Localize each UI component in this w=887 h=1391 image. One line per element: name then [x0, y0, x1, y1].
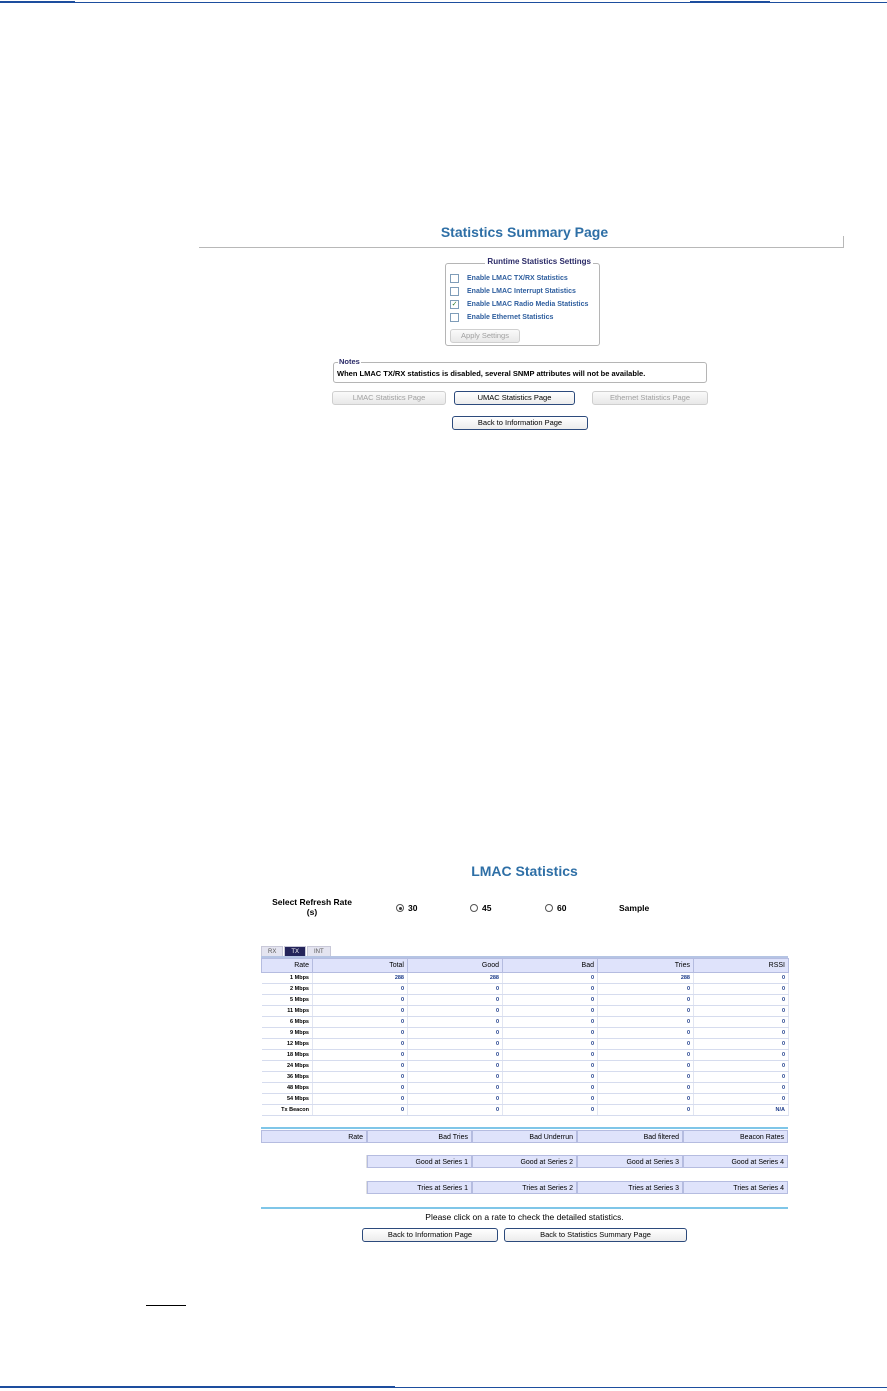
option-lmac-interrupt[interactable]	[450, 286, 576, 297]
value-cell: 0	[408, 1039, 503, 1050]
rate-cell[interactable]: 24 Mbps	[262, 1061, 313, 1072]
radio-label: 45	[482, 903, 492, 913]
detail-header: Rate	[261, 1130, 367, 1143]
umac-statistics-button[interactable]: UMAC Statistics Page	[454, 391, 575, 405]
value-cell: 0	[313, 1061, 408, 1072]
value-cell: 0	[694, 995, 789, 1006]
good-series-row	[261, 1155, 788, 1169]
value-cell: 0	[694, 1006, 789, 1017]
value-cell: 0	[598, 984, 694, 995]
value-cell: 0	[503, 1028, 598, 1039]
value-cell: 0	[408, 984, 503, 995]
value-cell: 0	[503, 1017, 598, 1028]
tries-series-row	[261, 1181, 788, 1195]
value-cell: 288	[598, 973, 694, 984]
footer-rule-accent	[0, 1386, 395, 1388]
value-cell: 0	[694, 1050, 789, 1061]
rate-cell[interactable]: 1 Mbps	[262, 973, 313, 984]
value-cell: 0	[694, 1017, 789, 1028]
table-row[interactable]	[262, 1017, 789, 1028]
column-header: Tries	[598, 959, 694, 973]
value-cell: 0	[694, 1061, 789, 1072]
value-cell: 0	[598, 1050, 694, 1061]
option-lmac-txrx[interactable]	[450, 273, 568, 284]
value-cell: 0	[694, 1094, 789, 1105]
title-divider-edge	[843, 236, 844, 248]
notes-text: When LMAC TX/RX statistics is disabled, several SNMP attributes will not be available.	[337, 369, 646, 378]
refresh-option-30[interactable]	[396, 903, 417, 913]
page-title: Statistics Summary Page	[440, 224, 609, 240]
refresh-option-45[interactable]	[470, 903, 491, 913]
value-cell: 0	[408, 995, 503, 1006]
radio-30[interactable]	[396, 904, 404, 912]
value-cell: 0	[694, 1072, 789, 1083]
footnote-rule	[146, 1305, 186, 1306]
table-row[interactable]	[262, 1105, 789, 1116]
runtime-settings-legend: Runtime Statistics Settings	[487, 257, 591, 266]
checkbox-ethernet[interactable]	[450, 313, 459, 322]
apply-settings-button[interactable]: Apply Settings	[450, 329, 520, 343]
back-to-summary-button[interactable]: Back to Statistics Summary Page	[504, 1228, 687, 1242]
value-cell: 288	[408, 973, 503, 984]
value-cell: 0	[408, 1083, 503, 1094]
option-label: Enable LMAC TX/RX Statistics	[467, 275, 568, 282]
option-label: Enable LMAC Interrupt Statistics	[467, 288, 576, 295]
runtime-settings-group	[445, 257, 600, 346]
value-cell: 0	[694, 984, 789, 995]
statistics-summary-screenshot	[199, 216, 850, 437]
detail-header: Tries at Series 1	[367, 1181, 472, 1194]
value-cell: 0	[313, 1083, 408, 1094]
value-cell: 0	[598, 1083, 694, 1094]
detail-header: Bad Tries	[367, 1130, 472, 1143]
value-cell: 0	[503, 1105, 598, 1116]
checkbox-lmac-txrx[interactable]	[450, 274, 459, 283]
value-cell: 0	[503, 1094, 598, 1105]
rate-cell[interactable]: 36 Mbps	[262, 1072, 313, 1083]
table-row[interactable]	[262, 1039, 789, 1050]
detail-top-line	[261, 1127, 788, 1129]
checkbox-lmac-interrupt[interactable]	[450, 287, 459, 296]
detail-header: Good at Series 2	[472, 1155, 577, 1168]
table-row[interactable]	[262, 1094, 789, 1105]
value-cell: 0	[313, 1006, 408, 1017]
column-header: RSSI	[694, 959, 789, 973]
rate-cell[interactable]: 2 Mbps	[262, 984, 313, 995]
rate-cell[interactable]: 18 Mbps	[262, 1050, 313, 1061]
table-row[interactable]	[262, 973, 789, 984]
option-label: Enable Ethernet Statistics	[467, 314, 554, 321]
ethernet-statistics-button[interactable]: Ethernet Statistics Page	[592, 391, 708, 405]
rate-cell[interactable]: 6 Mbps	[262, 1017, 313, 1028]
tab-int[interactable]: INT	[307, 946, 331, 957]
rate-cell[interactable]: 9 Mbps	[262, 1028, 313, 1039]
detail-header: Bad filtered	[577, 1130, 683, 1143]
rate-cell[interactable]: 11 Mbps	[262, 1006, 313, 1017]
rate-cell[interactable]: 12 Mbps	[262, 1039, 313, 1050]
value-cell: 0	[503, 984, 598, 995]
value-cell: 0	[313, 1028, 408, 1039]
value-cell: 0	[598, 1028, 694, 1039]
radio-60[interactable]	[545, 904, 553, 912]
detail-header: Good at Series 1	[367, 1155, 472, 1168]
value-cell: 0	[408, 1072, 503, 1083]
value-cell: 0	[503, 995, 598, 1006]
value-cell: 0	[313, 1094, 408, 1105]
value-cell: 0	[313, 1072, 408, 1083]
value-cell: 0	[503, 1061, 598, 1072]
value-cell: 0	[598, 1039, 694, 1050]
detail-header: Tries at Series 2	[472, 1181, 577, 1194]
tab-rx[interactable]: RX	[261, 946, 283, 957]
back-to-information-button[interactable]: Back to Information Page	[362, 1228, 498, 1242]
column-header: Bad	[503, 959, 598, 973]
table-row[interactable]	[262, 1006, 789, 1017]
value-cell: 0	[503, 1050, 598, 1061]
radio-label: 60	[557, 903, 567, 913]
value-cell: 0	[408, 1105, 503, 1116]
rate-cell[interactable]: Tx Beacon	[262, 1105, 313, 1116]
sample-label: Sample	[619, 903, 650, 913]
value-cell: 288	[313, 973, 408, 984]
value-cell: N/A	[694, 1105, 789, 1116]
value-cell: 0	[694, 1039, 789, 1050]
table-row[interactable]	[262, 1083, 789, 1094]
value-cell: 0	[503, 1006, 598, 1017]
checkbox-lmac-radio-media[interactable]: ✓	[451, 301, 458, 308]
option-lmac-radio-media[interactable]	[450, 299, 588, 310]
detail-blank	[261, 1155, 367, 1168]
column-header: Good	[408, 959, 503, 973]
rate-cell[interactable]: 54 Mbps	[262, 1094, 313, 1105]
value-cell: 0	[313, 1105, 408, 1116]
value-cell: 0	[313, 1050, 408, 1061]
detail-header: Tries at Series 3	[577, 1181, 683, 1194]
value-cell: 0	[598, 1006, 694, 1017]
value-cell: 0	[598, 1061, 694, 1072]
detail-header: Bad Underrun	[472, 1130, 577, 1143]
value-cell: 0	[694, 973, 789, 984]
detail-header: Good at Series 4	[683, 1155, 788, 1168]
option-label: Enable LMAC Radio Media Statistics	[467, 301, 589, 308]
detail-header: Tries at Series 4	[683, 1181, 788, 1194]
radio-label: 30	[408, 903, 418, 913]
value-cell: 0	[598, 1094, 694, 1105]
value-cell: 0	[313, 1017, 408, 1028]
value-cell: 0	[503, 1039, 598, 1050]
column-header: Rate	[262, 959, 313, 973]
value-cell: 0	[694, 1083, 789, 1094]
detail-header: Beacon Rates	[683, 1130, 788, 1143]
table-row[interactable]	[262, 1061, 789, 1072]
value-cell: 0	[313, 995, 408, 1006]
notes-group	[333, 357, 707, 383]
value-cell: 0	[503, 973, 598, 984]
value-cell: 0	[408, 1028, 503, 1039]
table-row[interactable]	[262, 1050, 789, 1061]
lmac-statistics-button[interactable]: LMAC Statistics Page	[332, 391, 446, 405]
value-cell: 0	[503, 1083, 598, 1094]
value-cell: 0	[313, 984, 408, 995]
value-cell: 0	[408, 1061, 503, 1072]
notes-legend: Notes	[339, 357, 360, 366]
table-row[interactable]	[262, 984, 789, 995]
table-header	[262, 959, 789, 973]
table-row[interactable]	[262, 995, 789, 1006]
detail-bottom-line	[261, 1207, 788, 1209]
tab-tx[interactable]: TX	[284, 946, 306, 957]
value-cell: 0	[598, 995, 694, 1006]
refresh-option-60[interactable]	[545, 903, 566, 913]
title-divider	[199, 247, 844, 248]
value-cell: 0	[598, 1017, 694, 1028]
value-cell: 0	[598, 1105, 694, 1116]
rate-cell[interactable]: 5 Mbps	[262, 995, 313, 1006]
column-header: Total	[313, 959, 408, 973]
value-cell: 0	[503, 1072, 598, 1083]
tx-stats-table	[261, 958, 789, 1116]
value-cell: 0	[408, 1006, 503, 1017]
value-cell: 0	[598, 1072, 694, 1083]
header-rule-accent-right	[690, 1, 770, 3]
detail-blank	[261, 1181, 367, 1194]
back-to-information-button[interactable]: Back to Information Page	[452, 416, 588, 430]
value-cell: 0	[408, 1050, 503, 1061]
rate-cell[interactable]: 48 Mbps	[262, 1083, 313, 1094]
value-cell: 0	[408, 1017, 503, 1028]
refresh-rate-label: Select Refresh Rate (s)	[272, 897, 352, 917]
table-row[interactable]	[262, 1028, 789, 1039]
table-row[interactable]	[262, 1072, 789, 1083]
header-rule-accent-left	[0, 1, 75, 3]
click-rate-hint: Please click on a rate to check the detailed statistics.	[425, 1212, 624, 1222]
value-cell: 0	[694, 1028, 789, 1039]
value-cell: 0	[313, 1039, 408, 1050]
detail-header: Good at Series 3	[577, 1155, 683, 1168]
value-cell: 0	[408, 1094, 503, 1105]
page-title: LMAC Statistics	[471, 863, 578, 879]
option-ethernet[interactable]	[450, 312, 553, 323]
radio-45[interactable]	[470, 904, 478, 912]
detail-header-row	[261, 1130, 788, 1144]
lmac-statistics-screenshot	[199, 857, 850, 1245]
